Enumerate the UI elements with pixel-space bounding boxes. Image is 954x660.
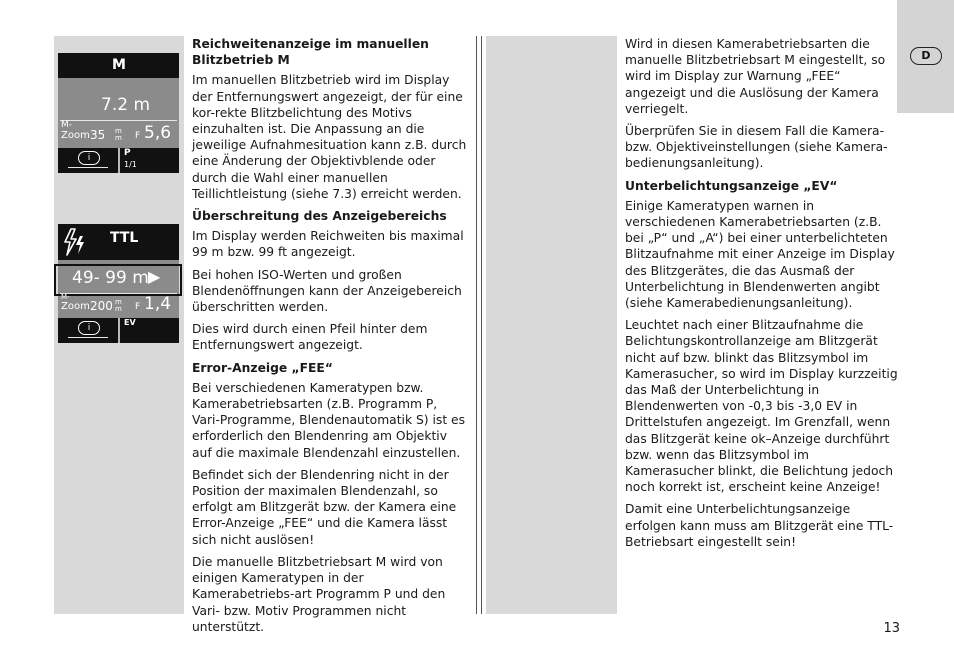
program-label: P — [124, 148, 131, 158]
info-icon — [78, 151, 100, 165]
zoom-value: 35 — [90, 128, 106, 142]
display-screen — [58, 260, 179, 318]
page-number: 13 — [883, 621, 900, 636]
ev-label: EV — [124, 318, 136, 327]
text-column-1 — [192, 36, 468, 641]
display-divider — [60, 120, 177, 121]
info-icon — [78, 321, 100, 335]
paragraph: Bei hohen ISO-Werten und großen Blendenöffnungen kann der Anzeigebereich überschritten werden. — [192, 267, 462, 315]
heading-unterbelichtungsanzeige: Unterbelichtungsanzeige „EV“ — [625, 178, 838, 193]
ratio-label: 1/1 — [124, 160, 137, 169]
zoom-label-1: M- — [61, 120, 73, 130]
paragraph: Überprüfen Sie in diesem Fall die Kamera-bzw. Objektiveinstellungen (siehe Kamera-bedienungsanleitung). — [625, 124, 888, 171]
column-divider-left — [476, 36, 477, 614]
heading-error-anzeige: Error-Anzeige „FEE“ — [192, 360, 333, 375]
language-tab — [897, 0, 954, 113]
range-exceeded-arrow-icon: ▶ — [148, 267, 161, 286]
zoom-unit-1: m — [115, 298, 122, 306]
paragraph: Die manuelle Blitzbetriebsart M wird von einigen Kameratypen in der Kamerabetriebs-art Programm P und den Vari- bzw. Motiv Programmen nicht unterstützt. — [192, 554, 446, 634]
status-bar — [58, 318, 179, 343]
f-label: F — [135, 131, 141, 141]
zoom-label-1: M- — [61, 293, 70, 301]
mode-label: M — [112, 57, 126, 73]
display-screen — [58, 78, 179, 148]
paragraph: Befindet sich der Blendenring nicht in der Position der maximalen Blendenzahl, so erfolgt am Blitzgerät bzw. der Kamera eine Error-Anzeige „FEE“ und die Kamera lässt sich nicht auslösen! — [192, 467, 457, 547]
f-value: 5,6 — [144, 123, 172, 143]
info-underline — [68, 167, 108, 168]
zoom-unit-2: m — [115, 305, 122, 313]
mode-label: TTL — [110, 230, 139, 246]
status-bar — [58, 148, 179, 173]
distance-value: 49- 99 m — [72, 268, 149, 288]
zoom-value: 200 — [90, 299, 113, 313]
mode-header — [58, 53, 179, 78]
paragraph: Im Display werden Reichweiten bis maximal 99 m bzw. 99 ft angezeigt. — [192, 229, 464, 260]
status-separator — [118, 148, 120, 173]
distance-value: 7.2 m — [101, 95, 150, 115]
paragraph: Leuchtet nach einer Blitzaufnahme die Belichtungskontrollanzeige am Blitzgerät nicht auf bzw. blinkt das Blitzsymbol im Kamerasucher, so wird im Display kurzzeitig das Maß der Unterbelichtung in Blendenwerten von -0,3 bis -3,0 EV in Drittelstufen angezeigt. Im Grenzfall, wenn das Blitzgerät keine ok–Anzeige durchführt bzw. wenn das Blitzsymbol im Kamerasucher blinkt, die Belichtung jedoch noch korrekt ist, erscheint keine Anzeige! — [625, 318, 898, 495]
display-ttl-mode — [58, 224, 179, 344]
paragraph: Einige Kameratypen warnen in verschiedenen Kamerabetriebsarten (z.B. bei „P“ und „A“) bei einer unterbelichteten Blitzaufnahme mit einer Anzeige im Display des Blitzgerätes, die das Ausmaß der Unterbelichtung in Blendenwerten angibt (siehe Kamerabedienungsanleitung). — [625, 198, 895, 311]
middle-illustration-panel — [486, 36, 617, 614]
f-value: 1,4 — [144, 294, 172, 314]
zoom-unit-2: m — [115, 134, 122, 142]
zoom-label-2: Zoom — [61, 130, 90, 141]
paragraph: Damit eine Unterbelichtungsanzeige erfolgen kann muss am Blitzgerät eine TTL-Betriebsart eingestellt sein! — [625, 502, 894, 549]
info-symbol: i — [87, 323, 91, 333]
info-symbol: i — [87, 153, 91, 163]
language-badge: D — [910, 47, 942, 65]
status-separator — [118, 318, 120, 343]
paragraph: Dies wird durch einen Pfeil hinter dem Entfernungswert angezeigt. — [192, 322, 428, 353]
paragraph: Wird in diesen Kamerabetriebsarten die manuelle Blitzbetriebsart M eingestellt, so wird im Display zur Warnung „FEE“ angezeigt und die Auslösung der Kamera verriegelt. — [625, 37, 886, 116]
zoom-unit-1: m — [115, 127, 122, 135]
paragraph: Bei verschiedenen Kameratypen bzw. Kamerabetriebsarten (z.B. Programm P, Vari-Programme, Blendenautomatik S) ist es erforderlich den Blendenring am Objektiv auf die maximale Blendenzahl einzustellen. — [192, 380, 466, 460]
paragraph: Im manuellen Blitzbetrieb wird im Display der Entfernungswert angezeigt, der für eine kor-rekte Blitzbelichtung des Motivs einzuhalten ist. Die Anpassung an die jeweilige Aufnahmesituation kann z.B. durch eine Änderung der Objektivblende oder durch die Wahl einer manuellen Teillichtleistung (siehe 7.3) erreicht werden. — [192, 73, 467, 201]
info-underline — [68, 337, 108, 338]
mode-header — [58, 224, 179, 260]
heading-ueberschreitung: Überschreitung des Anzeigebereichs — [192, 209, 447, 224]
zoom-label-2: Zoom — [61, 301, 90, 312]
text-column-2 — [625, 36, 901, 556]
column-divider-right — [481, 36, 482, 614]
display-manual-mode — [58, 53, 179, 173]
heading-reichweitenanzeige: Reichweitenanzeige im manuellen Blitzbetrieb M — [192, 37, 429, 68]
f-label: F — [135, 302, 141, 312]
flash-bolt-icon — [62, 228, 86, 256]
